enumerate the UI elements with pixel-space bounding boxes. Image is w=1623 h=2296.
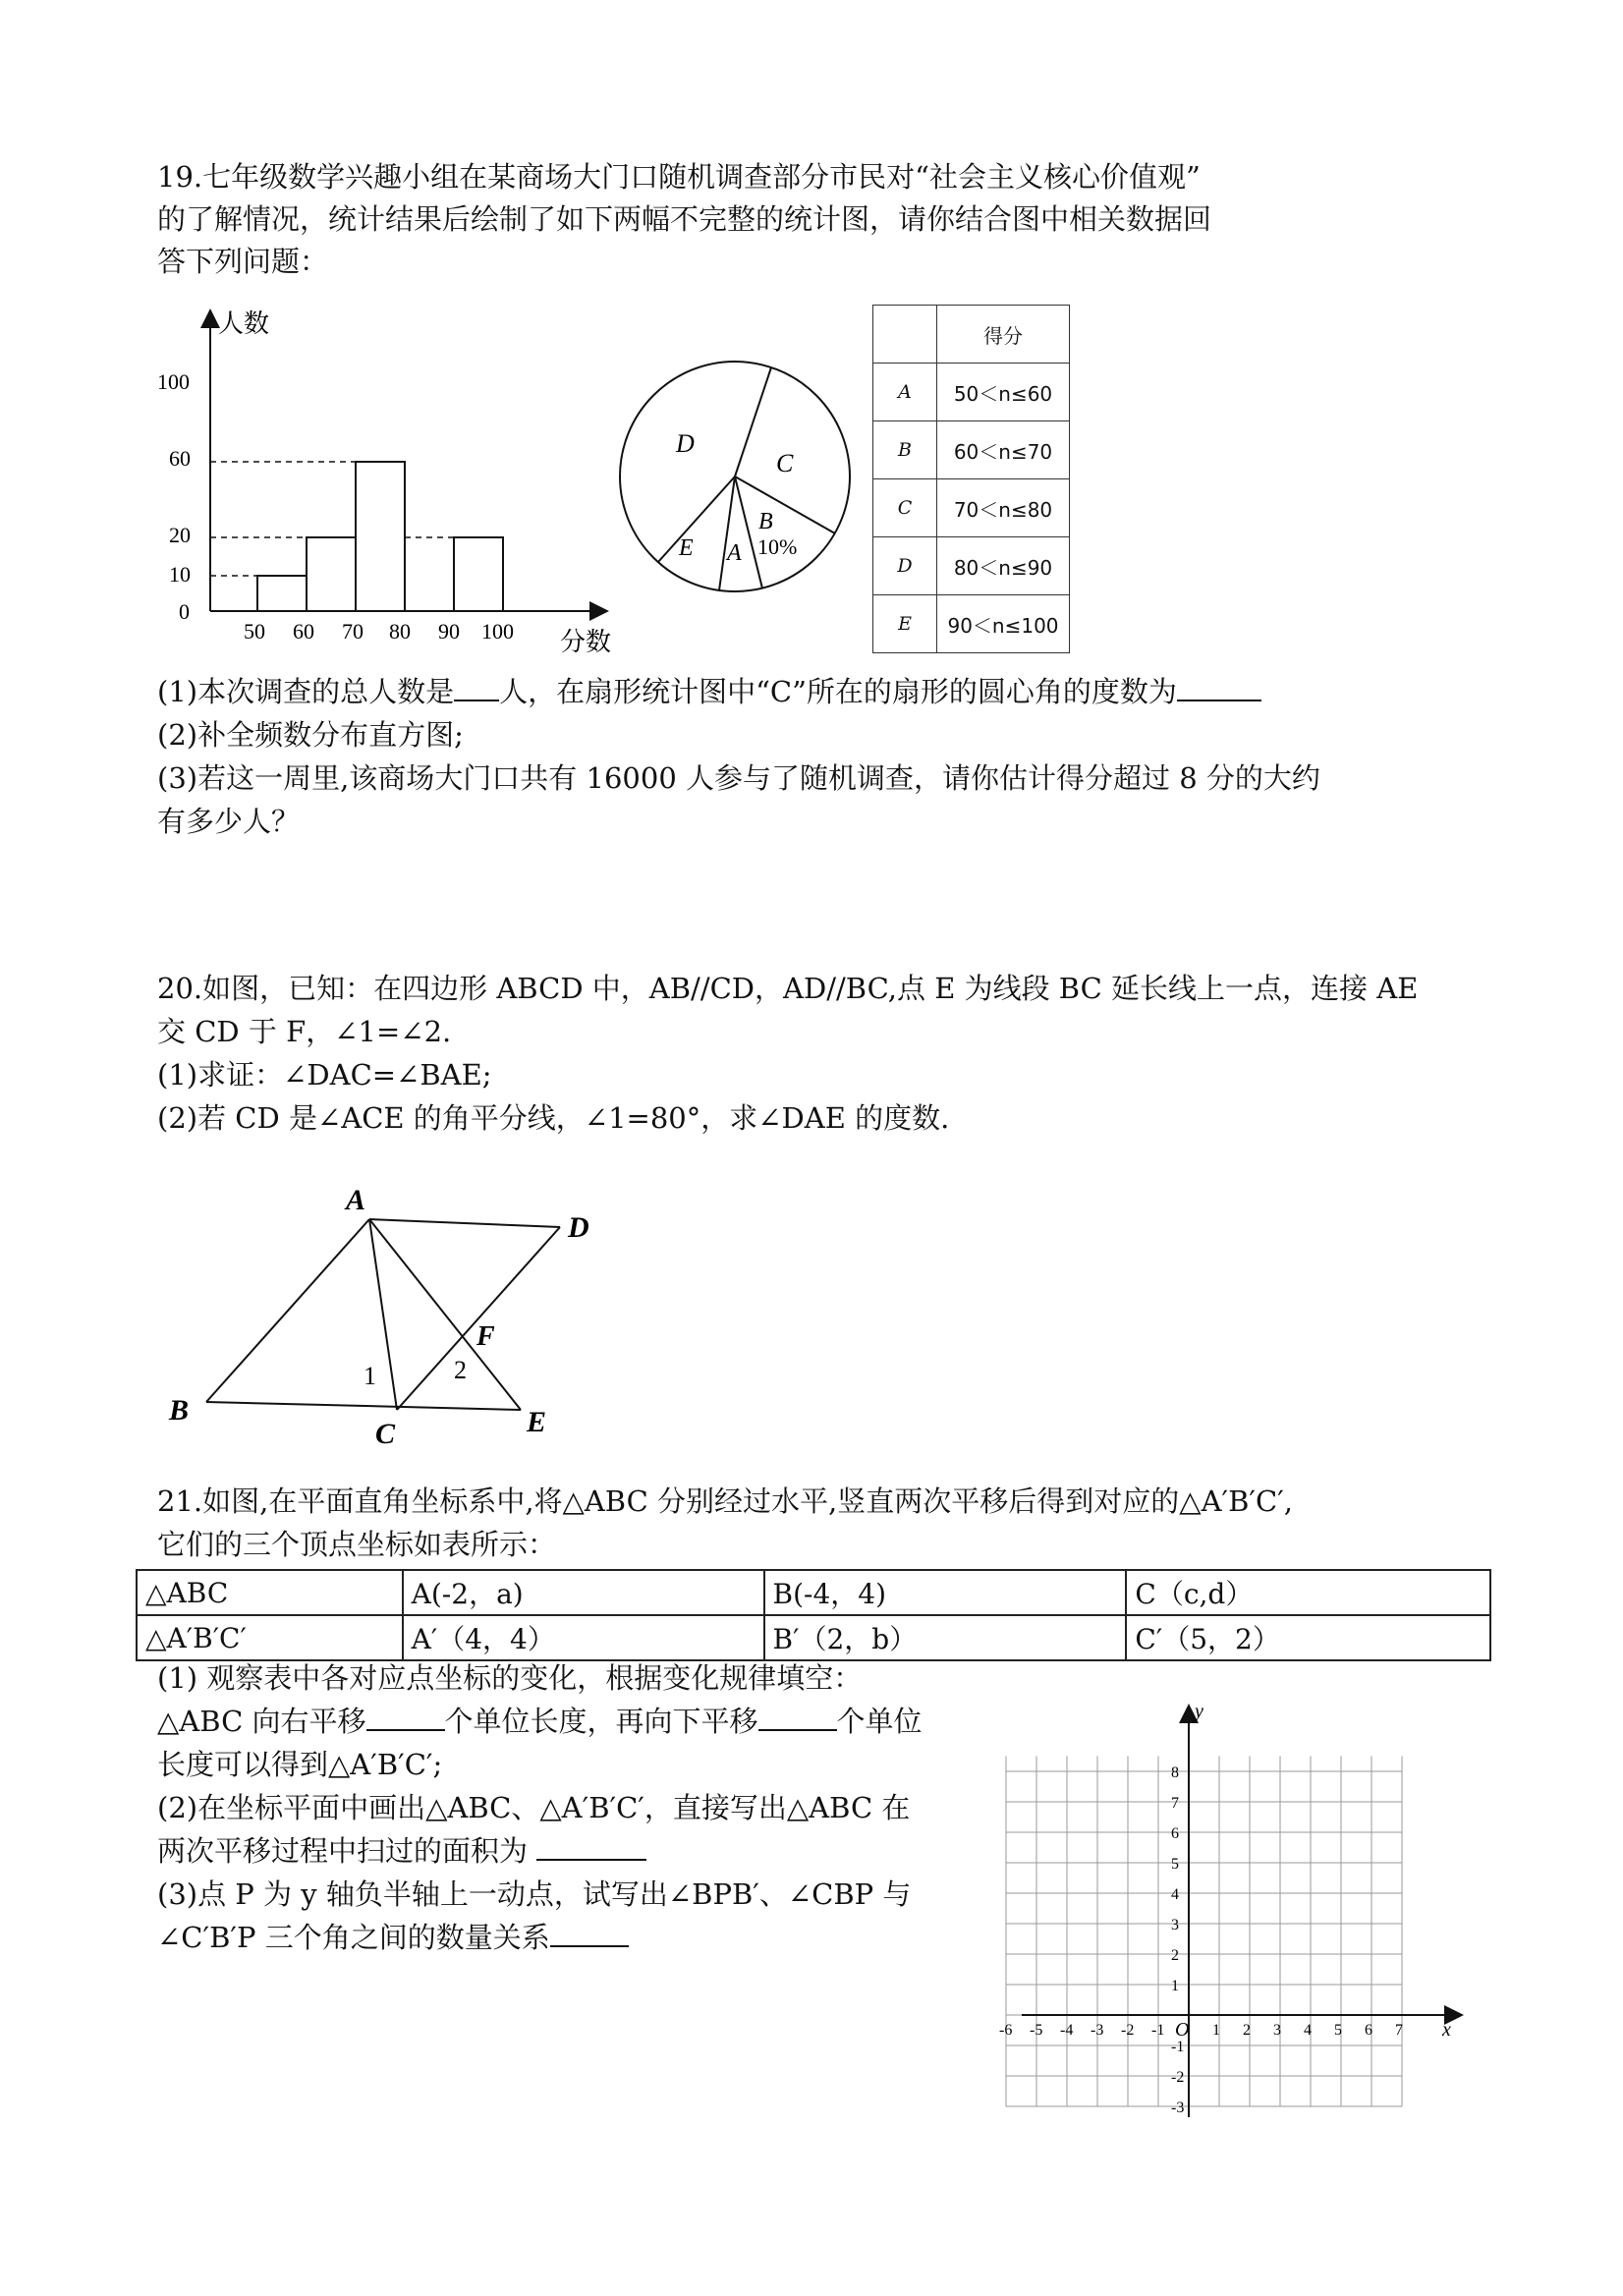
pie-label-b-percent: 10% <box>757 534 798 559</box>
pie-label-d: D <box>676 429 695 458</box>
q21-sub1-line3: 长度可以得到△A′B′C′; <box>157 1748 443 1781</box>
point-d-label: D <box>568 1211 589 1244</box>
answer-blank[interactable] <box>454 674 499 701</box>
histogram-bar-70-80 <box>356 462 405 611</box>
answer-blank[interactable] <box>536 1833 646 1861</box>
coordinate-grid[interactable] <box>999 1700 1474 2142</box>
pie-label-b: B <box>758 509 773 534</box>
grid-xtick: 1 <box>1212 2022 1220 2039</box>
grid-ytick: 6 <box>1171 1825 1179 1842</box>
x-axis-label: 分数 <box>560 628 612 656</box>
score-table <box>872 305 1070 653</box>
q19-sub3-line2: 有多少人？ <box>157 805 301 838</box>
q21-sub2-line1: (2)在坐标平面中画出△ABC、△A′B′C′，直接写出△ABC 在 <box>157 1791 911 1824</box>
point-f-label: F <box>476 1321 495 1352</box>
q21-sub2-line2: 两次平移过程中扫过的面积为 <box>157 1833 646 1871</box>
score-row-label: E <box>873 595 937 653</box>
q21-sub3-line1: (3)点 P 为 y 轴负半轴上一动点，试写出∠BPB′、∠CBP 与 <box>157 1877 912 1911</box>
q21-line1: 21.如图,在平面直角坐标系中,将△ABC 分别经过水平,竖直两次平移后得到对应的△A′B′C′, <box>157 1484 1293 1518</box>
ytick-0: 0 <box>179 599 190 624</box>
xtick-100: 100 <box>481 619 514 644</box>
grid-xtick: -6 <box>999 2022 1013 2039</box>
grid-ytick: 8 <box>1171 1764 1179 1781</box>
q19-sub1: (1)本次调查的总人数是 人，在扇形统计图中“C”所在的扇形的圆心角的度数为 <box>157 674 1261 711</box>
grid-ytick: 7 <box>1171 1795 1179 1812</box>
xtick-60: 60 <box>293 619 314 644</box>
q21-sub1-line2: △ABC 向右平移 个单位长度，再向下平移 个单位 <box>157 1705 923 1738</box>
grid-origin-label: O <box>1175 2019 1190 2041</box>
grid-xtick: -5 <box>1030 2022 1043 2039</box>
grid-ytick: -1 <box>1171 2039 1185 2055</box>
grid-ytick: 3 <box>1171 1917 1179 1933</box>
grid-x-label: x <box>1442 2019 1451 2041</box>
grid-xtick: 6 <box>1365 2022 1372 2039</box>
pie-chart <box>617 354 863 599</box>
score-row-range: 50＜n≤60 <box>937 364 1070 421</box>
ytick-100: 100 <box>157 369 190 394</box>
point-b-label: B <box>169 1394 190 1427</box>
q21-sub1-line1: (1) 观察表中各对应点坐标的变化，根据变化规律填空： <box>157 1661 863 1695</box>
y-axis-label: 人数 <box>218 309 270 338</box>
grid-xtick: 7 <box>1395 2022 1403 2039</box>
table-cell: A′（4，4） <box>403 1615 764 1660</box>
ytick-20: 20 <box>169 523 191 547</box>
histogram-bar-60-70 <box>307 537 356 611</box>
ytick-10: 10 <box>169 562 191 587</box>
score-row-range: 80＜n≤90 <box>937 537 1070 595</box>
pie-label-c: C <box>776 449 794 477</box>
score-row-range: 60＜n≤70 <box>937 421 1070 479</box>
q21-sub3-line2: ∠C′B′P 三个角之间的数量关系 <box>157 1920 629 1957</box>
answer-blank[interactable] <box>758 1704 837 1731</box>
table-cell: B(-4，4) <box>764 1570 1127 1615</box>
point-e-label: E <box>527 1406 547 1438</box>
point-c-label: C <box>375 1418 396 1450</box>
grid-xtick: -4 <box>1060 2022 1074 2039</box>
grid-xtick: 5 <box>1334 2022 1342 2039</box>
xtick-50: 50 <box>244 619 265 644</box>
score-table-header: 得分 <box>937 306 1070 364</box>
q19-line3: 答下列问题： <box>157 245 329 278</box>
score-row-label: D <box>873 537 937 595</box>
pie-label-e: E <box>679 535 694 561</box>
grid-ytick: 4 <box>1171 1886 1179 1903</box>
xtick-70: 70 <box>342 619 364 644</box>
score-row-label: C <box>873 479 937 537</box>
table-cell: C′（5，2） <box>1126 1615 1490 1660</box>
grid-xtick: -3 <box>1091 2022 1104 2039</box>
grid-xtick: 2 <box>1243 2022 1251 2039</box>
grid-xtick: 3 <box>1273 2022 1281 2039</box>
q19-line1: 19.七年级数学兴趣小组在某商场大门口随机调查部分市民对“社会主义核心价值观” <box>157 160 1201 194</box>
pie-label-a: A <box>727 540 742 566</box>
answer-blank[interactable] <box>1177 674 1261 701</box>
grid-xtick: -1 <box>1151 2022 1165 2039</box>
table-cell: △ABC <box>137 1570 403 1615</box>
point-a-label: A <box>346 1184 366 1216</box>
grid-xtick: 4 <box>1304 2022 1312 2039</box>
xtick-80: 80 <box>389 619 411 644</box>
geometry-figure <box>157 1174 609 1449</box>
score-row-range: 70＜n≤80 <box>937 479 1070 537</box>
grid-ytick: 5 <box>1171 1856 1179 1873</box>
score-row-label: A <box>873 364 937 421</box>
ytick-60: 60 <box>169 446 191 471</box>
q19-sub3-line1: (3)若这一周里,该商场大门口共有 16000 人参与了随机调查，请你估计得分超过 8 分的大约 <box>157 761 1320 795</box>
q19-line2: 的了解情况，统计结果后绘制了如下两幅不完整的统计图，请你结合图中相关数据回 <box>157 202 1212 236</box>
angle-1-label: 1 <box>364 1362 376 1390</box>
table-cell: C（c,d） <box>1126 1570 1490 1615</box>
answer-blank[interactable] <box>550 1920 629 1947</box>
histogram <box>147 305 629 668</box>
grid-ytick: 1 <box>1171 1978 1179 1994</box>
table-cell: △A′B′C′ <box>137 1615 403 1660</box>
grid-xtick: -2 <box>1121 2022 1135 2039</box>
answer-blank[interactable] <box>366 1704 445 1731</box>
q20-sub2: (2)若 CD 是∠ACE 的角平分线，∠1=80°，求∠DAE 的度数. <box>157 1101 950 1135</box>
xtick-90: 90 <box>438 619 460 644</box>
grid-y-label: y <box>1195 1701 1203 1722</box>
histogram-bar-50-60 <box>257 576 307 611</box>
table-cell: B′（2，b） <box>764 1615 1127 1660</box>
score-row-label: B <box>873 421 937 479</box>
table-cell: A(-2，a) <box>403 1570 764 1615</box>
grid-ytick: 2 <box>1171 1947 1179 1964</box>
q20-line1: 20.如图，已知：在四边形 ABCD 中，AB//CD，AD//BC,点 E 为线段 BC 延长线上一点，连接 AE <box>157 972 1419 1005</box>
histogram-bar-90-100 <box>454 537 503 611</box>
q20-line2: 交 CD 于 F，∠1=∠2. <box>157 1015 452 1048</box>
coordinate-table <box>136 1569 1491 1661</box>
q20-sub1: (1)求证：∠DAC=∠BAE; <box>157 1058 492 1092</box>
q19-sub2: (2)补全频数分布直方图; <box>157 718 464 752</box>
grid-ytick: -2 <box>1171 2069 1185 2086</box>
q21-line2: 它们的三个顶点坐标如表所示： <box>157 1528 557 1561</box>
score-row-range: 90＜n≤100 <box>937 595 1070 653</box>
grid-ytick: -3 <box>1171 2100 1185 2116</box>
angle-2-label: 2 <box>454 1356 467 1384</box>
